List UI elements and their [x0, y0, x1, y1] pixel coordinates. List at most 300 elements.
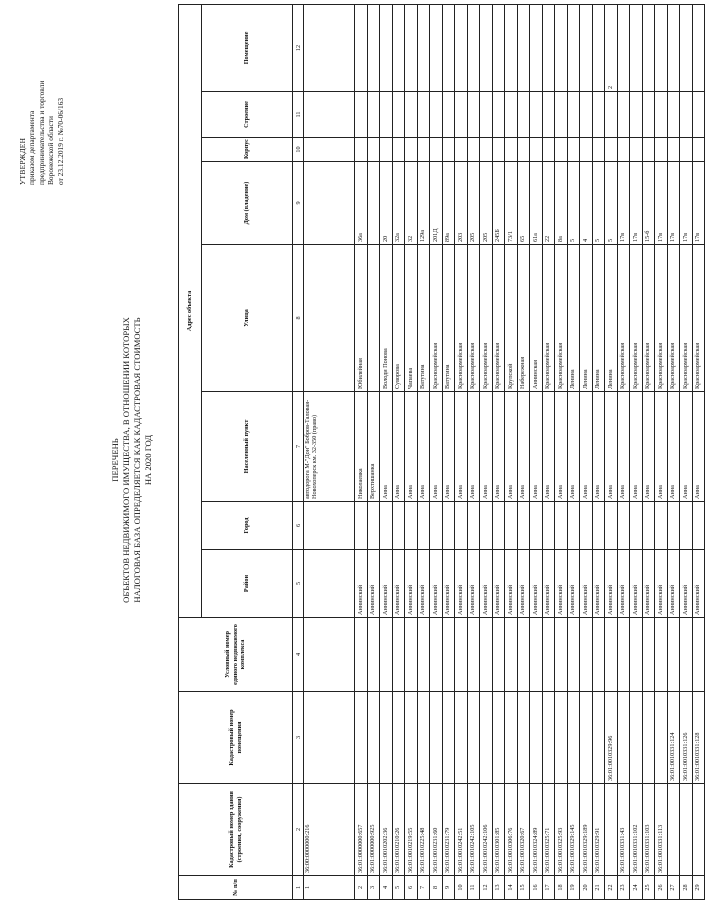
table-cell: Аннинский [467, 550, 480, 618]
table-cell: Анна [530, 392, 543, 502]
table-row [492, 4, 505, 899]
table-cell: Аннинский [605, 550, 618, 618]
table-cell: Ватутина [442, 245, 455, 392]
table-row [667, 4, 680, 899]
table-cell: Аннинский [442, 550, 455, 618]
table-cell [592, 4, 605, 91]
table-cell: 129а [417, 162, 430, 245]
table-cell [380, 138, 393, 162]
table-cell [567, 692, 580, 784]
table-cell: 36:01:0010324:89 [530, 784, 543, 876]
table-cell: Аннинский [392, 550, 405, 618]
table-cell [692, 618, 705, 692]
table-row [630, 4, 643, 899]
table-cell: 36:01:0010325:93 [555, 784, 568, 876]
table-cell: 13 [492, 876, 505, 900]
table-cell: 36:01:0010301:85 [492, 784, 505, 876]
table-cell: 205 [467, 162, 480, 245]
table-cell [542, 502, 555, 550]
table-cell: 36:01:0010325:71 [542, 784, 555, 876]
table-cell [692, 92, 705, 138]
table-cell: Аннинский [492, 550, 505, 618]
table-cell: 65 [517, 162, 530, 245]
approval-line: приказом департамента [27, 110, 37, 185]
table-cell [304, 4, 355, 91]
col-header-settlement: Населенный пункт [202, 392, 293, 502]
table-row [555, 4, 568, 899]
table-cell [492, 618, 505, 692]
table-cell: Аннинский [655, 550, 668, 618]
table-cell: 9 [442, 876, 455, 900]
table-cell: Аннинский [367, 550, 380, 618]
table-cell: 21 [592, 876, 605, 900]
table-cell: Ватутина [417, 245, 430, 392]
approval-title: УТВЕРЖДЕН [18, 137, 27, 185]
table-cell [555, 502, 568, 550]
column-number-cell: 4 [293, 618, 304, 692]
table-cell: Анна [630, 392, 643, 502]
table-cell: 36:01:0010329:189 [580, 784, 593, 876]
table-cell: Анна [667, 392, 680, 502]
table-cell: Красноармейская [467, 245, 480, 392]
col-header-premises: Помещение [202, 4, 293, 91]
table-cell [304, 502, 355, 550]
table-cell: Аннинский [505, 550, 518, 618]
table-cell [542, 138, 555, 162]
table-cell [492, 138, 505, 162]
table-cell: 5 [592, 162, 605, 245]
table-row [542, 4, 555, 899]
table-cell: Красноармейская [555, 245, 568, 392]
table-row [417, 4, 430, 899]
table-cell [580, 138, 593, 162]
col-header-street: Улица [202, 245, 293, 392]
table-cell [455, 618, 468, 692]
table-cell [405, 692, 418, 784]
table-cell [505, 502, 518, 550]
table-cell [517, 138, 530, 162]
table-cell: Володи Понова [380, 245, 393, 392]
table-cell [542, 692, 555, 784]
table-cell [467, 4, 480, 91]
table-cell [380, 692, 393, 784]
table-cell [667, 4, 680, 91]
table-cell [517, 4, 530, 91]
table-cell [442, 502, 455, 550]
table-cell: 17в [617, 162, 630, 245]
heading-line: ОБЪЕКТОВ НЕДВИЖИМОГО ИМУЩЕСТВА, В ОТНОШЕНИИ КОТОРЫХ [121, 317, 131, 603]
column-number-cell: 1 [293, 876, 304, 900]
table-cell [355, 138, 368, 162]
table-cell [617, 138, 630, 162]
table-row [592, 4, 605, 899]
table-cell [517, 692, 530, 784]
table-cell: Анна [542, 392, 555, 502]
table-cell [304, 138, 355, 162]
table-cell: Анна [567, 392, 580, 502]
table-cell: 205 [480, 162, 493, 245]
table-cell: 12 [480, 876, 493, 900]
col-header-complex-number: Условный номер единого недвижимого комплекса [179, 618, 293, 692]
table-cell: Аннинский [380, 550, 393, 618]
table-cell: 36:01:0010329:145 [567, 784, 580, 876]
table-cell [304, 245, 355, 392]
table-cell [430, 692, 443, 784]
table-cell [630, 692, 643, 784]
table-cell [417, 618, 430, 692]
table-cell: 36:01:0010202:36 [380, 784, 393, 876]
table-cell [567, 4, 580, 91]
table-cell: Аннинский [642, 550, 655, 618]
table-cell [417, 92, 430, 138]
table-cell: 36:01:0010242:51 [455, 784, 468, 876]
table-cell: 8 [430, 876, 443, 900]
table-cell: Анна [455, 392, 468, 502]
approval-line: Воронежской области [46, 116, 56, 185]
table-cell: Аннинский [580, 550, 593, 618]
table-cell [667, 138, 680, 162]
table-cell: Анна [605, 392, 618, 502]
column-number-cell: 9 [293, 162, 304, 245]
table-cell: Красноармейская [667, 245, 680, 392]
table-cell: 36:01:0010242:106 [480, 784, 493, 876]
table-cell [392, 618, 405, 692]
table-cell [430, 138, 443, 162]
table-cell [555, 138, 568, 162]
table-cell: Ленина [592, 245, 605, 392]
table-row [567, 4, 580, 899]
table-cell [304, 550, 355, 618]
table-cell [367, 4, 380, 91]
document-heading [110, 225, 154, 695]
table-cell: Красноармейская [630, 245, 643, 392]
table-cell [492, 502, 505, 550]
table-cell [480, 4, 493, 91]
table-cell [417, 138, 430, 162]
table-cell: 89а [442, 162, 455, 245]
table-cell: 11 [467, 876, 480, 900]
table-cell [442, 618, 455, 692]
table-cell [380, 92, 393, 138]
table-cell [605, 92, 618, 138]
table-cell: Аннинский [667, 550, 680, 618]
table-cell [642, 4, 655, 91]
table-cell: 26 [655, 876, 668, 900]
column-number-cell: 5 [293, 550, 304, 618]
table-cell [392, 692, 405, 784]
table-cell: 29 [692, 876, 705, 900]
table-cell [555, 692, 568, 784]
table-row [467, 4, 480, 899]
table-cell: Аннинский [530, 550, 543, 618]
table-cell: Аннинский [567, 550, 580, 618]
table-row [530, 4, 543, 899]
table-cell: 3 [367, 876, 380, 900]
table-cell: 27 [667, 876, 680, 900]
table-row [517, 4, 530, 899]
table-cell [667, 92, 680, 138]
table-cell [467, 502, 480, 550]
table-cell [405, 618, 418, 692]
table-row [642, 4, 655, 899]
table-cell [492, 92, 505, 138]
table-cell: Красноармейская [492, 245, 505, 392]
table-cell [605, 618, 618, 692]
table-cell [542, 92, 555, 138]
table-row [680, 4, 693, 899]
table-cell: Красноармейская [692, 245, 705, 392]
table-row [617, 4, 630, 899]
table-cell: Анна [467, 392, 480, 502]
table-cell: 10 [455, 876, 468, 900]
table-cell: 25 [642, 876, 655, 900]
table-cell: 28 [680, 876, 693, 900]
table-cell [680, 138, 693, 162]
column-number-cell: 10 [293, 138, 304, 162]
table-cell: 32а [392, 162, 405, 245]
table-cell [392, 502, 405, 550]
table-cell [580, 618, 593, 692]
table-cell [355, 92, 368, 138]
table-cell [580, 4, 593, 91]
col-header-building: Строение [202, 92, 293, 138]
column-number-cell: 8 [293, 245, 304, 392]
table-cell [355, 4, 368, 91]
table-cell: 36:01:0010331:102 [630, 784, 643, 876]
table-cell: 17в [692, 162, 705, 245]
table-cell: 73/1 [505, 162, 518, 245]
column-number-cell: 2 [293, 784, 304, 876]
table-cell: 17 [542, 876, 555, 900]
table-cell [417, 502, 430, 550]
table-cell: Аннинский [417, 550, 430, 618]
table-cell: Аннинский [455, 550, 468, 618]
table-cell: 36:01:0000000:657 [355, 784, 368, 876]
table-row [355, 4, 368, 899]
table-cell [392, 92, 405, 138]
table-cell: 17в [667, 162, 680, 245]
table-cell: Анна [580, 392, 593, 502]
table-cell: Анна [492, 392, 505, 502]
table-cell: 20 [380, 162, 393, 245]
table-cell: 17в [680, 162, 693, 245]
table-cell [355, 502, 368, 550]
table-row [455, 4, 468, 899]
table-cell [505, 138, 518, 162]
table-cell: Аннинский [430, 550, 443, 618]
table-cell: 36:01:0010331:103 [642, 784, 655, 876]
table-cell [680, 618, 693, 692]
table-cell [530, 92, 543, 138]
table-row [480, 4, 493, 899]
table-cell: Аннинский [555, 550, 568, 618]
col-header-block: Корпус [202, 138, 293, 162]
table-cell: 4 [380, 876, 393, 900]
table-cell: 17в [630, 162, 643, 245]
table-cell: Ленина [580, 245, 593, 392]
table-cell [367, 162, 380, 245]
table-cell: 2 [355, 876, 368, 900]
table-cell [480, 618, 493, 692]
table-cell [667, 618, 680, 692]
table-cell: 36:01:0010320:67 [517, 784, 530, 876]
table-cell [617, 4, 630, 91]
table-cell [367, 138, 380, 162]
table-cell: Красноармейская [542, 245, 555, 392]
table-cell: 5 [392, 876, 405, 900]
table-cell: 36:01:0010331:43 [617, 784, 630, 876]
column-number-cell: 7 [293, 392, 304, 502]
table-cell [304, 618, 355, 692]
table-cell [655, 692, 668, 784]
table-cell [692, 138, 705, 162]
table-cell: Верхтишанка [367, 392, 380, 502]
table-cell [430, 502, 443, 550]
table-cell: 8а [555, 162, 568, 245]
heading-line: НА 2020 ГОД [143, 434, 153, 486]
table-cell [505, 4, 518, 91]
table-cell [692, 784, 705, 876]
table-cell [455, 692, 468, 784]
col-header-address-group: Адрес объекта [179, 4, 202, 617]
table-cell: Аннинский [480, 550, 493, 618]
table-cell [442, 692, 455, 784]
table-cell [642, 138, 655, 162]
table-cell: 36:01:0010329:91 [592, 784, 605, 876]
approval-line: предпринимательства и торговли [36, 80, 46, 185]
table-cell [380, 4, 393, 91]
table-cell: Красноармейская [430, 245, 443, 392]
table-cell: Аннинский [355, 550, 368, 618]
table-cell: 245Б [492, 162, 505, 245]
table-cell [617, 618, 630, 692]
column-number-cell: 12 [293, 4, 304, 91]
table-cell: 36:01:0010231:60 [430, 784, 443, 876]
table-cell [630, 92, 643, 138]
table-cell [480, 502, 493, 550]
table-cell: 36:01:0010329:96 [605, 692, 618, 784]
table-cell [442, 138, 455, 162]
table-cell [592, 692, 605, 784]
column-numbers-row [293, 4, 304, 899]
table-cell: Анна [555, 392, 568, 502]
table-cell [405, 4, 418, 91]
table-cell [592, 502, 605, 550]
table-cell: Ленина [605, 245, 618, 392]
table-cell [655, 4, 668, 91]
table-cell: Юбилейная [355, 245, 368, 392]
table-cell [655, 502, 668, 550]
table-row [605, 4, 618, 899]
table-cell: Крупской [505, 245, 518, 392]
table-cell [580, 92, 593, 138]
table-cell [605, 784, 618, 876]
table-cell [630, 502, 643, 550]
table-cell: Анна [642, 392, 655, 502]
table-cell [542, 4, 555, 91]
table-cell: Анна [442, 392, 455, 502]
table-cell [580, 692, 593, 784]
column-number-cell: 3 [293, 692, 304, 784]
table-cell: Красноармейская [680, 245, 693, 392]
table-row [392, 4, 405, 899]
table-cell: 36:01:0010225:48 [417, 784, 430, 876]
table-cell [355, 692, 368, 784]
table-cell: Красноармейская [642, 245, 655, 392]
table-cell: 20 [580, 876, 593, 900]
table-cell [367, 502, 380, 550]
column-number-cell: 11 [293, 92, 304, 138]
table-cell [367, 92, 380, 138]
col-header-number: № п/п [179, 876, 293, 900]
table-cell [405, 138, 418, 162]
table-cell: Набережная [517, 245, 530, 392]
table-cell: 36:01:0010242:105 [467, 784, 480, 876]
table-cell [617, 92, 630, 138]
table-cell [417, 4, 430, 91]
table-cell: 2 [605, 4, 618, 91]
table-cell [505, 692, 518, 784]
table-cell: Аннинский [592, 550, 605, 618]
table-cell [680, 784, 693, 876]
table-cell [304, 92, 355, 138]
table-cell: Анна [617, 392, 630, 502]
table-cell [530, 618, 543, 692]
table-cell: 18 [555, 876, 568, 900]
table-cell: 14 [505, 876, 518, 900]
table-row [692, 4, 705, 899]
table-cell [517, 618, 530, 692]
table-cell [630, 138, 643, 162]
table-cell [630, 4, 643, 91]
table-cell: Аннинская [530, 245, 543, 392]
table-cell [530, 502, 543, 550]
table-cell [467, 92, 480, 138]
table-cell [555, 618, 568, 692]
table-cell: 32 [405, 162, 418, 245]
table-cell [505, 618, 518, 692]
table-cell: Красноармейская [480, 245, 493, 392]
table-cell: Ленина [567, 245, 580, 392]
table-row [304, 4, 355, 899]
table-cell [480, 92, 493, 138]
table-cell [680, 4, 693, 91]
col-header-house: Дом (владение) [202, 162, 293, 245]
table-cell [392, 138, 405, 162]
table-cell: 22 [605, 876, 618, 900]
table-cell: Анна [655, 392, 668, 502]
table-cell: 201Д [430, 162, 443, 245]
col-header-city: Город [202, 502, 293, 550]
table-cell [455, 4, 468, 91]
table-cell [304, 162, 355, 245]
property-register-table [178, 4, 705, 900]
table-cell: 36:00:0000000:216 [304, 784, 355, 876]
table-cell [642, 502, 655, 550]
table-row [380, 4, 393, 899]
table-cell: Красноармейская [617, 245, 630, 392]
table-row [367, 4, 380, 899]
table-cell [505, 92, 518, 138]
table-cell [492, 4, 505, 91]
table-cell: Аннинский [680, 550, 693, 618]
table-cell [367, 618, 380, 692]
table-cell [655, 92, 668, 138]
table-cell: 36а [355, 162, 368, 245]
table-cell: автодорога М-"Дон" Бобров-Таловая-Новохоперск км. 32-350 (право) [304, 392, 355, 502]
table-cell [555, 4, 568, 91]
table-cell: 36:01:0000000:925 [367, 784, 380, 876]
